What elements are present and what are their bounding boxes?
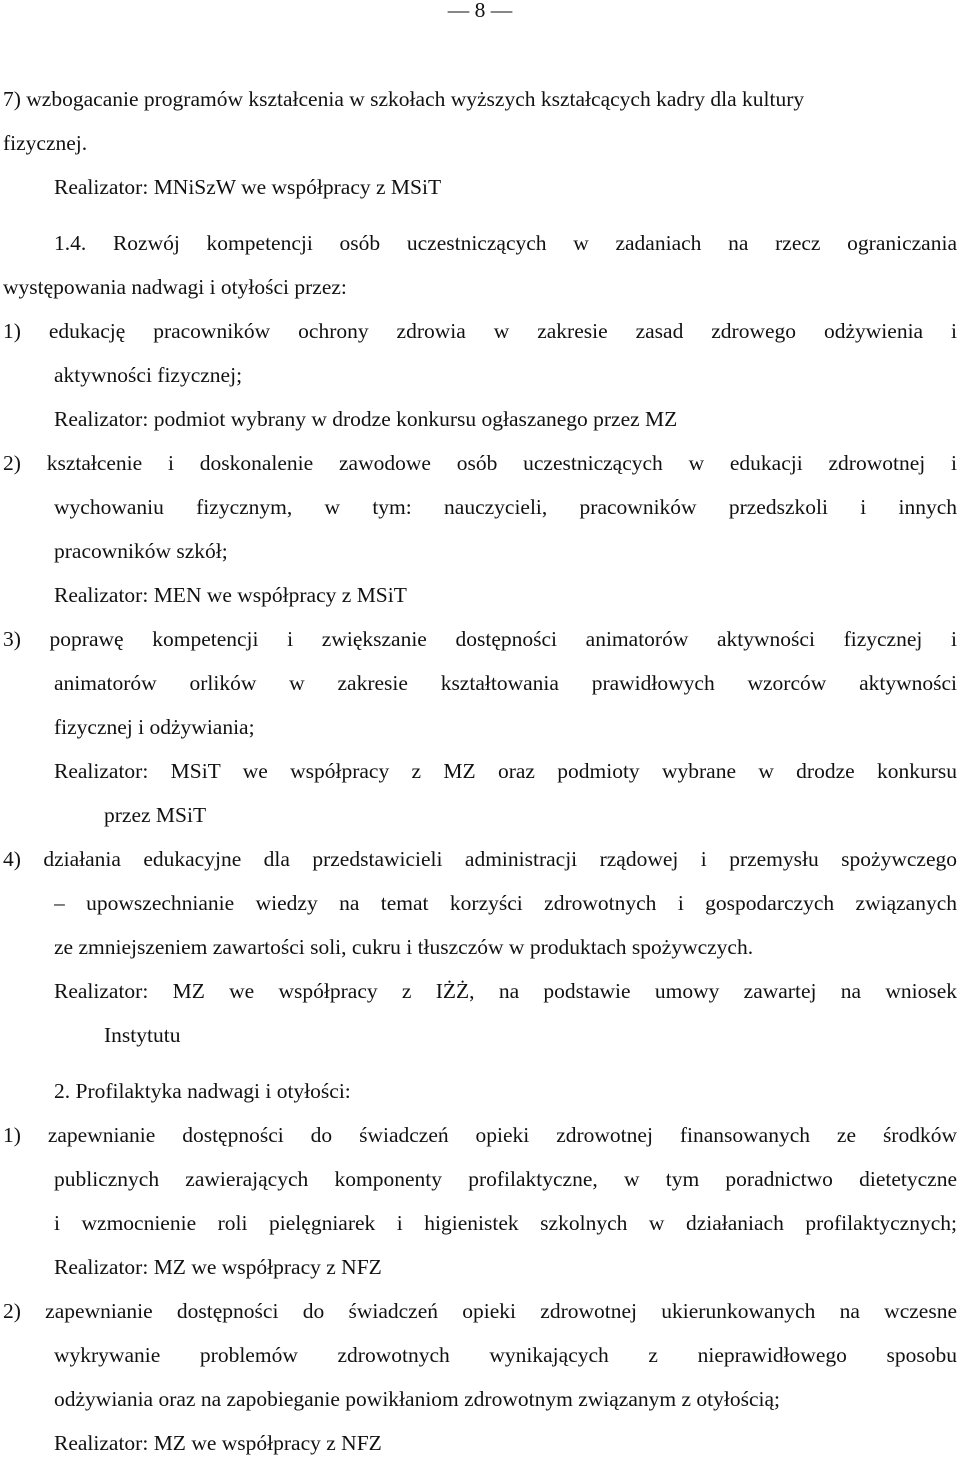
list-item: 4) działania edukacyjne dla przedstawicieli administracji rządowej i przemysłu spożywczego — [3, 847, 957, 871]
realizator-line: Realizator: podmiot wybrany w drodze konkursu ogłaszanego przez MZ — [54, 407, 678, 431]
realizator-line: Realizator: MZ we współpracy z NFZ — [54, 1255, 382, 1279]
realizator-line: Realizator: MZ we współpracy z NFZ — [54, 1431, 382, 1455]
text-line: Instytutu — [104, 1023, 181, 1047]
realizator-line: Realizator: MZ we współpracy z IŻŻ, na podstawie umowy zawartej na wniosek — [54, 979, 957, 1003]
text-line: fizycznej i odżywiania; — [54, 715, 255, 739]
text-line: animatorów orlików w zakresie kształtowania prawidłowych wzorców aktywności — [54, 671, 957, 695]
list-item: 2) zapewnianie dostępności do świadczeń opieki zdrowotnej ukierunkowanych na wczesne — [3, 1299, 957, 1323]
text-line: pracowników szkół; — [54, 539, 228, 563]
text-line: odżywiania oraz na zapobieganie powikłaniom zdrowotnym związanym z otyłością; — [54, 1387, 780, 1411]
page-number: — 8 — — [447, 0, 513, 22]
list-item: 2) kształcenie i doskonalenie zawodowe osób uczestniczących w edukacji zdrowotnej i — [3, 451, 957, 475]
realizator-line: Realizator: MSiT we współpracy z MZ oraz podmioty wybrane w drodze konkursu — [54, 759, 957, 783]
list-item: 1) edukację pracowników ochrony zdrowia w zakresie zasad zdrowego odżywienia i — [3, 319, 957, 343]
text-line: przez MSiT — [104, 803, 207, 827]
text-line: – upowszechnianie wiedzy na temat korzyści zdrowotnych i gospodarczych związanych — [54, 891, 957, 915]
list-item: 1) zapewnianie dostępności do świadczeń opieki zdrowotnej finansowanych ze środków — [3, 1123, 957, 1147]
text-line: publicznych zawierających komponenty profilaktyczne, w tym poradnictwo dietetyczne — [54, 1167, 957, 1191]
text-line: występowania nadwagi i otyłości przez: — [3, 275, 347, 299]
realizator-line: Realizator: MEN we współpracy z MSiT — [54, 583, 407, 607]
list-item: 3) poprawę kompetencji i zwiększanie dostępności animatorów aktywności fizycznej i — [3, 627, 957, 651]
text-line: aktywności fizycznej; — [54, 363, 243, 387]
section-heading: 2. Profilaktyka nadwagi i otyłości: — [54, 1079, 351, 1103]
text-line: 7) wzbogacanie programów kształcenia w szkołach wyższych kształcących kadry dla kultury — [3, 87, 805, 111]
text-line: i wzmocnienie roli pielęgniarek i higienistek szkolnych w działaniach profilaktycznych; — [54, 1211, 957, 1235]
text-line: fizycznej. — [3, 131, 88, 155]
text-line: wychowaniu fizycznym, w tym: nauczycieli, pracowników przedszkoli i innych — [54, 495, 957, 519]
text-line: wykrywanie problemów zdrowotnych wynikających z nieprawidłowego sposobu — [54, 1343, 957, 1367]
section-heading: 1.4. Rozwój kompetencji osób uczestniczących w zadaniach na rzecz ograniczania — [54, 231, 957, 255]
text-line: Realizator: MNiSzW we współpracy z MSiT — [54, 175, 442, 199]
text-line: ze zmniejszeniem zawartości soli, cukru i tłuszczów w produktach spożywczych. — [54, 935, 754, 959]
